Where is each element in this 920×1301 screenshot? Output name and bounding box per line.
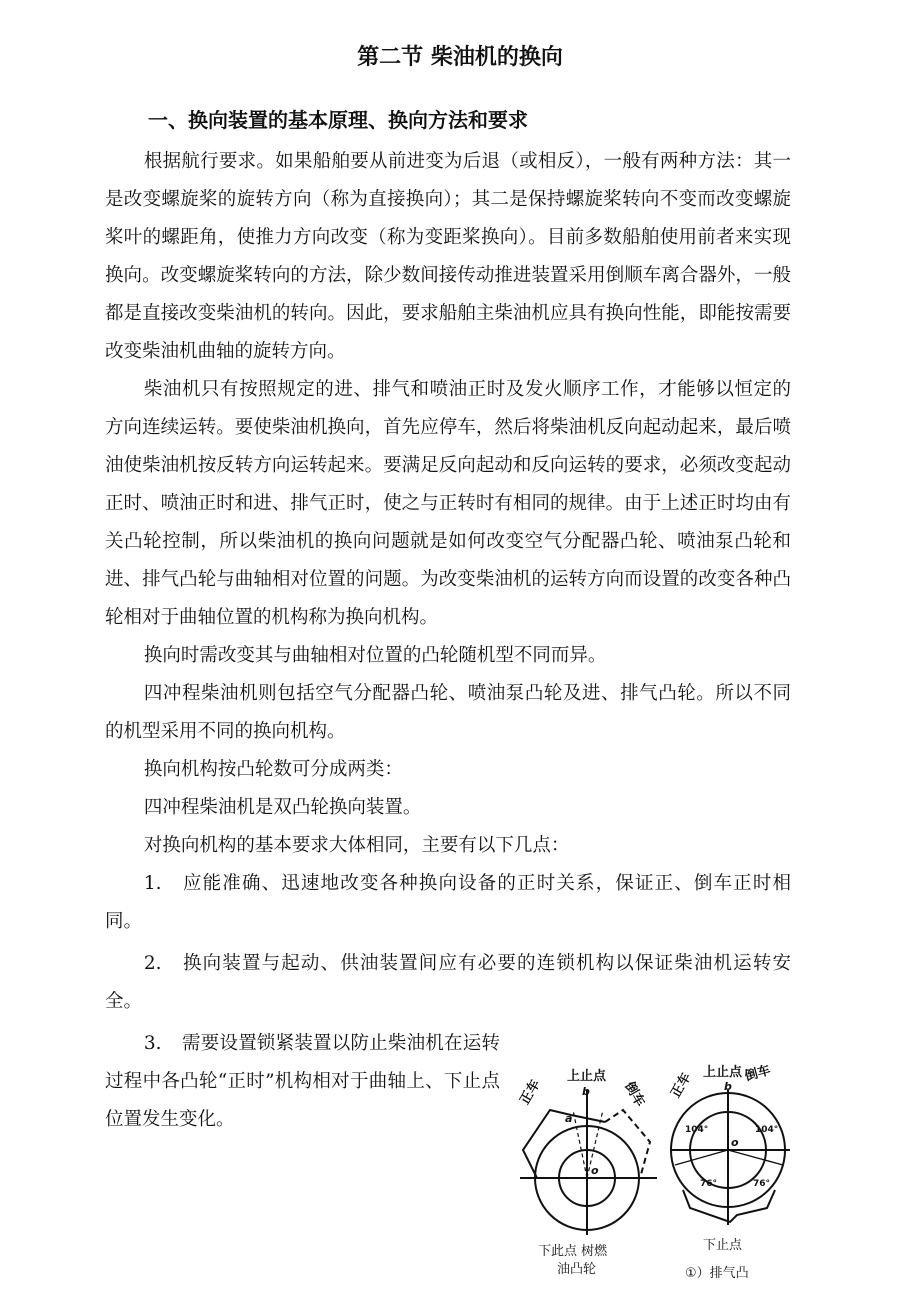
fig-left-reverse: 倒车 bbox=[621, 1079, 648, 1110]
svg-text:76°: 76° bbox=[753, 1179, 771, 1189]
section-title: 第二节 柴油机的换向 bbox=[357, 45, 563, 70]
paragraph: 换向时需改变其与曲轴相对位置的凸轮随机型不同而异。 bbox=[143, 645, 607, 666]
paragraph: 四冲程柴油机是双凸轮换向装置。 bbox=[143, 797, 422, 818]
svg-text:b: b bbox=[724, 1080, 732, 1093]
svg-text:a: a bbox=[565, 1112, 573, 1125]
requirement-item: 2. 换向装置与起动、供油装置间应有必要的连锁机构以保证柴油机运转安全。 bbox=[105, 953, 791, 1012]
fuel-cam-diagram bbox=[520, 1090, 657, 1235]
paragraph: 四冲程柴油机则包括空气分配器凸轮、喷油泵凸轮及进、排气凸轮。所以不同的机型采用不同的换向机构。 bbox=[105, 683, 791, 742]
fig-left-caption: 下此点 树燃 bbox=[538, 1244, 608, 1259]
fig-right-forward: 正车 bbox=[668, 1070, 695, 1101]
exhaust-cam-diagram bbox=[670, 1090, 790, 1225]
svg-text:76°: 76° bbox=[700, 1179, 718, 1189]
svg-text:油凸轮: 油凸轮 bbox=[557, 1262, 597, 1277]
fig-right-reverse: 倒车 bbox=[743, 1063, 773, 1085]
fig-right-bdc: 下止点 bbox=[703, 1238, 743, 1253]
cam-diagram bbox=[505, 1040, 805, 1301]
paragraph: 柴油机只有按照规定的进、排气和喷油正时及发火顺序工作，才能够以恒定的方向连续运转。要使柴油机换向，首先应停车，然后将柴油机反向起动起来，最后喷油使柴油机按反转方向运转起来。要满足反向起动和反向运转的要求，必须改变起动正时、喷油正时和进、排气正时，使之与正转时有相同的规律。由于上述正时均由有关凸轮控制，所以柴油机的换向问题就是如何改变空气分配器凸轮、喷油泵凸轮和进、排气凸轮与曲轴相对位置的问题。为改变柴油机的运转方向而设置的改变各种凸轮相对于曲轴位置的机构称为换向机构。 bbox=[105, 379, 791, 628]
svg-text:104°: 104° bbox=[755, 1125, 779, 1135]
paragraph: 对换向机构的基本要求大体相同，主要有以下几点： bbox=[143, 835, 570, 856]
requirement-item: 3. 需要设置锁紧装置以防止柴油机在运转过程中各凸轮“正时”机构相对于曲轴上、下止点位置发生变化。 bbox=[105, 1033, 500, 1130]
subsection-heading: 一、换向装置的基本原理、换向方法和要求 bbox=[148, 108, 528, 132]
fig-right-caption: ①）排气凸 bbox=[685, 1266, 749, 1281]
svg-text:o: o bbox=[591, 1164, 599, 1177]
paragraph: 根据航行要求。如果船舶要从前进变为后退（或相反），一般有两种方法：其一是改变螺旋桨的旋转方向（称为直接换向）；其二是保持螺旋桨转向不变而改变螺旋桨叶的螺距角，使推力方向改变（称为变距桨换向）。目前多数船舶使用前者来实现换向。改变螺旋桨转向的方法，除少数间接传动推进装置采用倒顺车离合器外，一般都是直接改变柴油机的转向。因此，要求船舶主柴油机应具有换向性能，即能按需要改变柴油机曲轴的旋转方向。 bbox=[105, 151, 791, 362]
paragraph: 换向机构按凸轮数可分成两类： bbox=[143, 759, 403, 780]
requirement-item: 1. 应能准确、迅速地改变各种换向设备的正时关系，保证正、倒车正时相同。 bbox=[105, 873, 791, 932]
fig-left-tdc: 上止点 bbox=[567, 1069, 607, 1084]
svg-text:104°: 104° bbox=[685, 1125, 709, 1135]
fig-right-tdc: 上止点 bbox=[703, 1065, 743, 1080]
document-body bbox=[105, 143, 791, 1139]
svg-text:b: b bbox=[582, 1085, 590, 1098]
svg-text:o: o bbox=[731, 1136, 739, 1149]
fig-left-forward: 正车 bbox=[517, 1077, 544, 1108]
